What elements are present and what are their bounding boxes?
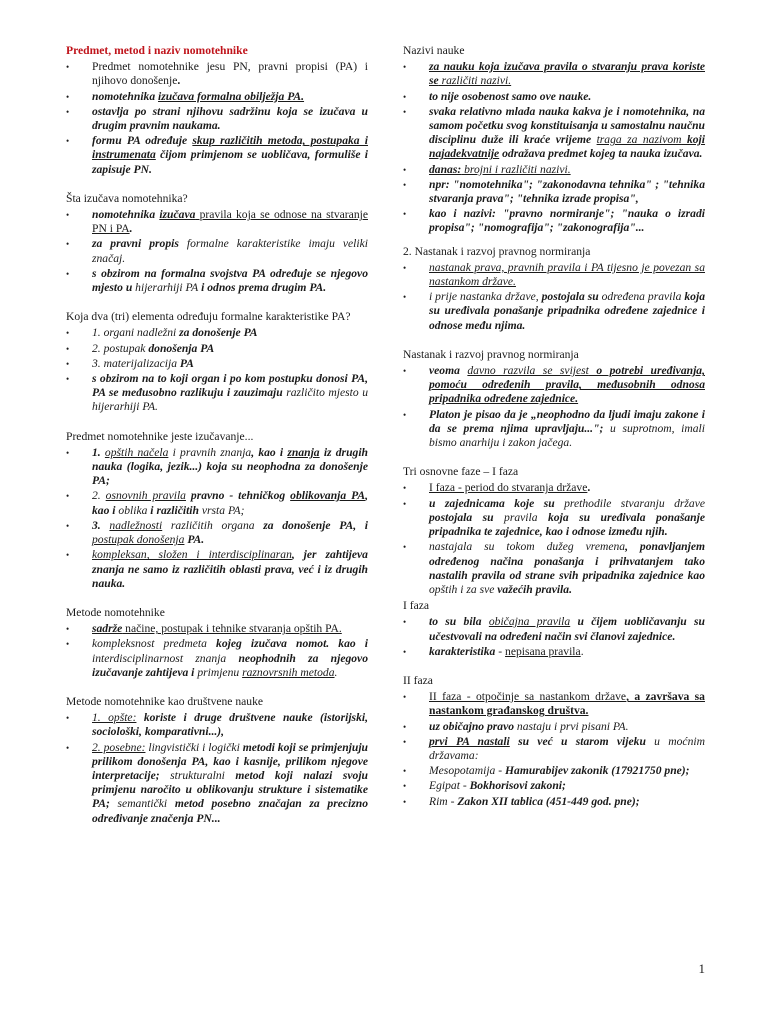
list-item: • kompleksan, složen i interdisciplinaran, jer zahtijeva znanja ne samo iz različitih oblasti prava, već i iz drugih nauka. [66,548,368,591]
list-item: • npr: "nomotehnika"; "zakonodavna tehnika" ; "tehnika stvaranja prava"; "tehnika izrade propisa", [403,178,705,206]
section-heading: Metode nomotehnike [66,605,165,619]
list-item: • uz običajno pravo nastaju i prvi pisani PA. [403,720,705,734]
section-heading: Metode nomotehnike kao društvene nauke [66,694,264,708]
section-heading: Koja dva (tri) elementa određuju formalne karakteristike PA? [66,310,351,324]
list-elementi [66,326,368,414]
list-item: • nomotehnika izučava formalna obilježja PA. [66,90,368,104]
list-item: • sadrže načine, postupak i tehnike stvaranja opštih PA. [66,622,368,636]
list-item: • ostavlja po strani njihovu sadržinu koja se izučava u drugim pravnim naukama. [66,105,368,133]
list-item: • i prije nastanka države, postojala su određena pravila koja su uređivala ponašanje pripadnika određene zajednice i odnose među njima. [403,290,705,333]
section-heading: Nazivi nauke [403,44,465,57]
list-item: • to su bila običajna pravila u čijem uobličavanju su učestvovali na određeni način svi članovi zajednice. [403,615,705,643]
list-ii-faza [403,690,705,809]
list-item: • 2. posebne: lingvistički i logički metodi koji se primjenjuju prilikom donošenja PA, kao i kasnije, prilikom njegove interpretacije; strukturalni metod koji nalazi svoju primjenu naročito u oblikovanju strukture i sistematike PA; semantički metod posebno značajan za precizno određivanje značenja PN... [66,741,368,826]
list-izucavanje [66,446,368,591]
list-item: • II faza - otpočinje sa nastankom države, a završava sa nastankom građanskog društva. [403,690,705,718]
list-item: • 3. nadležnosti različitih organa za donošenje PA, i postupak donošenja PA. [66,519,368,547]
list-item: • Platon je pisao da je „neophodno da ljudi imaju zakone i da se prema njima upravljaju..."; u suprotnom, imali bismo anarhiju i zakon jačega. [403,408,705,451]
left-column [66,44,368,827]
page-number: 1 [698,961,705,976]
list-sta-izucava [66,208,368,295]
list-item: • Predmet nomotehnike jesu PN, pravni propisi (PA) i njihovo donošenje. [66,60,368,88]
list-item: • s obzirom na formalna svojstva PA određuje se njegovo mjesto u hijerarhiji PA i odnos prema drugim PA. [66,267,368,295]
list-item: • 2. postupak donošenja PA [66,342,368,356]
list-item: • Egipat - Bokhorisovi zakoni; [403,779,705,793]
list-metode [66,622,368,680]
section-heading: I faza [403,599,430,613]
list-item: • Mesopotamija - Hamurabijev zakonik (17921750 pne); [403,764,705,778]
list-item: • karakteristika - nepisana pravila. [403,645,705,659]
section-heading: Predmet nomotehnike jeste izučavanje... [66,429,254,443]
section-heading: II faza [403,673,433,687]
list-item: • za pravni propis formalne karakteristike imaju veliki značaj. [66,237,368,265]
list-item: • nomotehnika izučava pravila koja se odnose na stvaranje PN i PA. [66,208,368,236]
list-item: • I faza - period do stvaranja države. [403,481,705,495]
list-i-faza [403,481,705,597]
list-item: • danas: brojni i različiti nazivi. [403,163,705,177]
list-i-faza-2 [403,615,705,659]
section-heading: Šta izučava nomotehnika? [66,191,188,205]
document-title: Predmet, metod i naziv nomotehnike [66,44,248,57]
section-heading: 2. Nastanak i razvoj pravnog normiranja [403,244,591,258]
list-item: • 2. osnovnih pravila pravno - tehničkog oblikovanja PA, kao i oblika i različitih vrsta PA; [66,489,368,517]
list-item: • to nije osobenost samo ove nauke. [403,90,705,104]
list-item: • 3. materijalizacija PA [66,357,368,371]
list-item: • formu PA određuje skup različitih metoda, postupaka i instrumenata čijom primjenom se uobličava, formuliše i zapisuje PN. [66,134,368,177]
list-nastanak [403,261,705,333]
section-heading: Nastanak i razvoj pravnog normiranja [403,347,579,361]
list-item: • u zajednicama koje su prethodile stvaranju države postojala su pravila koja su uređivala ponašanje pripadnika te zajednice, kao i odnose između njih. [403,497,705,540]
list-item: • svaka relativno mlada nauka kakva je i nomotehnika, na samom početku svog konstituisanja u samostalnu naučnu disciplinu duže ili kraće vrijeme traga za nazivom koji najadekvatnije odražava predmet kojeg ta nauka izučava. [403,105,705,162]
list-item: • prvi PA nastali su već u starom vijeku u moćnim državama: [403,735,705,763]
list-item: • nastajala su tokom dužeg vremena, ponavljanjem određenog načina ponašanja i prihvatanjem tako nastalih pravila od strane svih pripadnika zajednice kao opštih i za sve važećih pravila. [403,540,705,597]
section-heading: Tri osnovne faze – I faza [403,465,519,479]
list-item: • Rim - Zakon XII tablica (451-449 god. pne); [403,795,705,809]
list-item: • kompleksnost predmeta kojeg izučava nomot. kao i interdisciplinarnost znanja neophodnih za njegovo izučavanje zahtijeva i primjenu raznovrsnih metoda. [66,637,368,680]
list-item: • veoma davno razvila se svijest o potrebi uređivanja, pomoću određenih pravila, međusobnih odnosa pripadnika određene zajednice. [403,364,705,407]
list-razvoj [403,364,705,450]
list-metode-drustvene [66,711,368,826]
list-item: • 1. opšte: koriste i druge društvene nauke (istorijski, sociološki, komparativni...), [66,711,368,739]
list-nazivi [403,60,705,235]
list-item: • kao i nazivi: "pravno normiranje"; "nauka o izradi propisa"; "nomografija"; "zakonografija"... [403,207,705,235]
list-item: • za nauku koja izučava pravila o stvaranju prava koriste se različiti nazivi. [403,60,705,88]
list-item: • 1. organi nadležni za donošenje PA [66,326,368,340]
right-column [403,44,705,810]
list-item: • 1. opštih načela i pravnih znanja, kao i znanja iz drugih nauka (logika, jezik...) koja su neophodna za donošenje PA; [66,446,368,489]
list-item: • nastanak prava, pravnih pravila i PA tijesno je povezan sa nastankom države. [403,261,705,289]
list-predmet [66,60,368,177]
list-item: • s obzirom na to koji organ i po kom postupku donosi PA, PA se međusobno razlikuju i zauzimaju različito mjesto u hijerarhiji PA. [66,372,368,415]
